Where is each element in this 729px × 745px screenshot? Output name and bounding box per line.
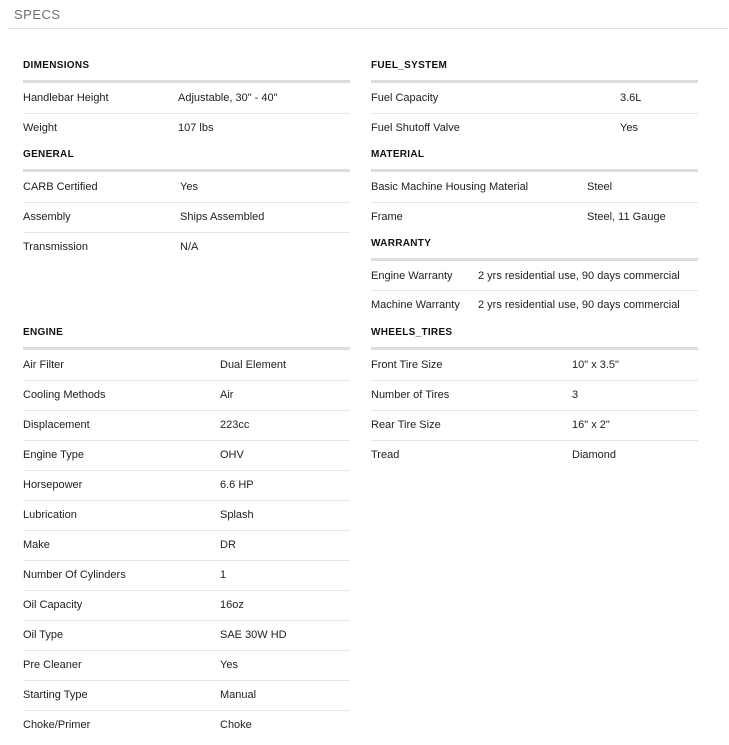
spec-row xyxy=(23,233,350,263)
spec-label: Displacement xyxy=(23,419,90,431)
spec-group-title: WHEELS_TIRES xyxy=(371,327,453,338)
spec-value: Manual xyxy=(220,689,257,701)
spec-row xyxy=(23,84,350,114)
spec-label: Handlebar Height xyxy=(23,92,109,104)
spec-value: Splash xyxy=(220,509,254,521)
spec-group-title: ENGINE xyxy=(23,327,64,338)
spec-label: Assembly xyxy=(23,211,71,223)
spec-row xyxy=(371,441,698,471)
spec-value: SAE 30W HD xyxy=(220,629,287,641)
spec-row xyxy=(23,173,350,203)
spec-label: Front Tire Size xyxy=(371,359,443,371)
spec-row xyxy=(23,351,350,381)
spec-group-title: DIMENSIONS xyxy=(23,60,90,71)
spec-row xyxy=(371,411,698,441)
spec-row xyxy=(371,381,698,411)
spec-value: 3 xyxy=(572,389,579,401)
spec-label: Number of Tires xyxy=(371,389,450,401)
spec-value: Yes xyxy=(220,659,238,671)
spec-label: Cooling Methods xyxy=(23,389,106,401)
spec-label: Pre Cleaner xyxy=(23,659,82,671)
spec-label: Basic Machine Housing Material xyxy=(371,181,529,193)
spec-label: CARB Certified xyxy=(23,181,98,193)
spec-group-title: FUEL_SYSTEM xyxy=(371,60,448,71)
spec-value: Air xyxy=(220,389,234,401)
specs-heading: SPECS xyxy=(14,7,61,22)
spec-value: DR xyxy=(220,539,236,551)
spec-value: Yes xyxy=(180,181,198,193)
spec-label: Engine Warranty xyxy=(371,270,453,282)
spec-value: Yes xyxy=(620,122,638,134)
spec-row xyxy=(371,351,698,381)
spec-value: 16" x 2" xyxy=(572,419,610,431)
spec-row xyxy=(23,501,350,531)
spec-row xyxy=(23,531,350,561)
spec-value: 1 xyxy=(220,569,227,581)
spec-label: Starting Type xyxy=(23,689,88,701)
spec-label: Oil Capacity xyxy=(23,599,83,611)
spec-row xyxy=(371,173,698,203)
spec-value: 3.6L xyxy=(620,92,642,104)
spec-label: Tread xyxy=(371,449,400,461)
spec-row xyxy=(23,203,350,233)
spec-label: Fuel Capacity xyxy=(371,92,439,104)
spec-row xyxy=(23,471,350,501)
spec-group-title: WARRANTY xyxy=(371,238,432,249)
spec-value: Diamond xyxy=(572,449,617,461)
spec-value: 223cc xyxy=(220,419,250,431)
spec-value: N/A xyxy=(180,241,199,253)
spec-value: Ships Assembled xyxy=(180,211,265,223)
group-divider xyxy=(371,347,698,350)
spec-row xyxy=(371,84,698,114)
spec-label: Number Of Cylinders xyxy=(23,569,126,581)
spec-label: Air Filter xyxy=(23,359,64,371)
spec-row xyxy=(371,203,698,233)
spec-row xyxy=(23,381,350,411)
group-divider xyxy=(371,258,698,261)
spec-label: Oil Type xyxy=(23,629,64,641)
header-divider xyxy=(8,28,728,29)
spec-row xyxy=(23,621,350,651)
spec-value: 10" x 3.5" xyxy=(572,359,619,371)
spec-value: 2 yrs residential use, 90 days commercial xyxy=(478,270,680,282)
spec-label: Rear Tire Size xyxy=(371,419,441,431)
spec-row xyxy=(23,711,350,741)
spec-row xyxy=(23,681,350,711)
spec-value: 16oz xyxy=(220,599,244,611)
spec-row xyxy=(371,262,698,291)
spec-value: 6.6 HP xyxy=(220,479,254,491)
spec-label: Make xyxy=(23,539,50,551)
spec-value: Steel, 11 Gauge xyxy=(587,211,666,223)
spec-label: Weight xyxy=(23,122,58,134)
group-divider xyxy=(371,80,698,83)
spec-label: Choke/Primer xyxy=(23,719,91,731)
spec-value: Choke xyxy=(220,719,252,731)
spec-label: Fuel Shutoff Valve xyxy=(371,122,460,134)
spec-value: Adjustable, 30" - 40" xyxy=(178,92,278,104)
spec-row xyxy=(371,291,698,320)
group-divider xyxy=(23,347,350,350)
spec-value: 107 lbs xyxy=(178,122,214,134)
spec-row xyxy=(23,651,350,681)
spec-value: OHV xyxy=(220,449,244,461)
spec-label: Engine Type xyxy=(23,449,84,461)
spec-label: Transmission xyxy=(23,241,88,253)
spec-group-title: GENERAL xyxy=(23,149,74,160)
spec-row xyxy=(23,114,350,144)
spec-row xyxy=(23,561,350,591)
group-divider xyxy=(23,169,350,172)
spec-row xyxy=(23,411,350,441)
spec-label: Frame xyxy=(371,211,403,223)
spec-label: Horsepower xyxy=(23,479,83,491)
group-divider xyxy=(23,80,350,83)
spec-value: Steel xyxy=(587,181,613,193)
spec-label: Lubrication xyxy=(23,509,77,521)
group-divider xyxy=(371,169,698,172)
spec-row xyxy=(23,591,350,621)
spec-label: Machine Warranty xyxy=(371,299,460,311)
spec-row xyxy=(23,441,350,471)
spec-row xyxy=(371,114,698,144)
spec-value: Dual Element xyxy=(220,359,287,371)
spec-value: 2 yrs residential use, 90 days commercial xyxy=(478,299,680,311)
spec-group-title: MATERIAL xyxy=(371,149,425,160)
